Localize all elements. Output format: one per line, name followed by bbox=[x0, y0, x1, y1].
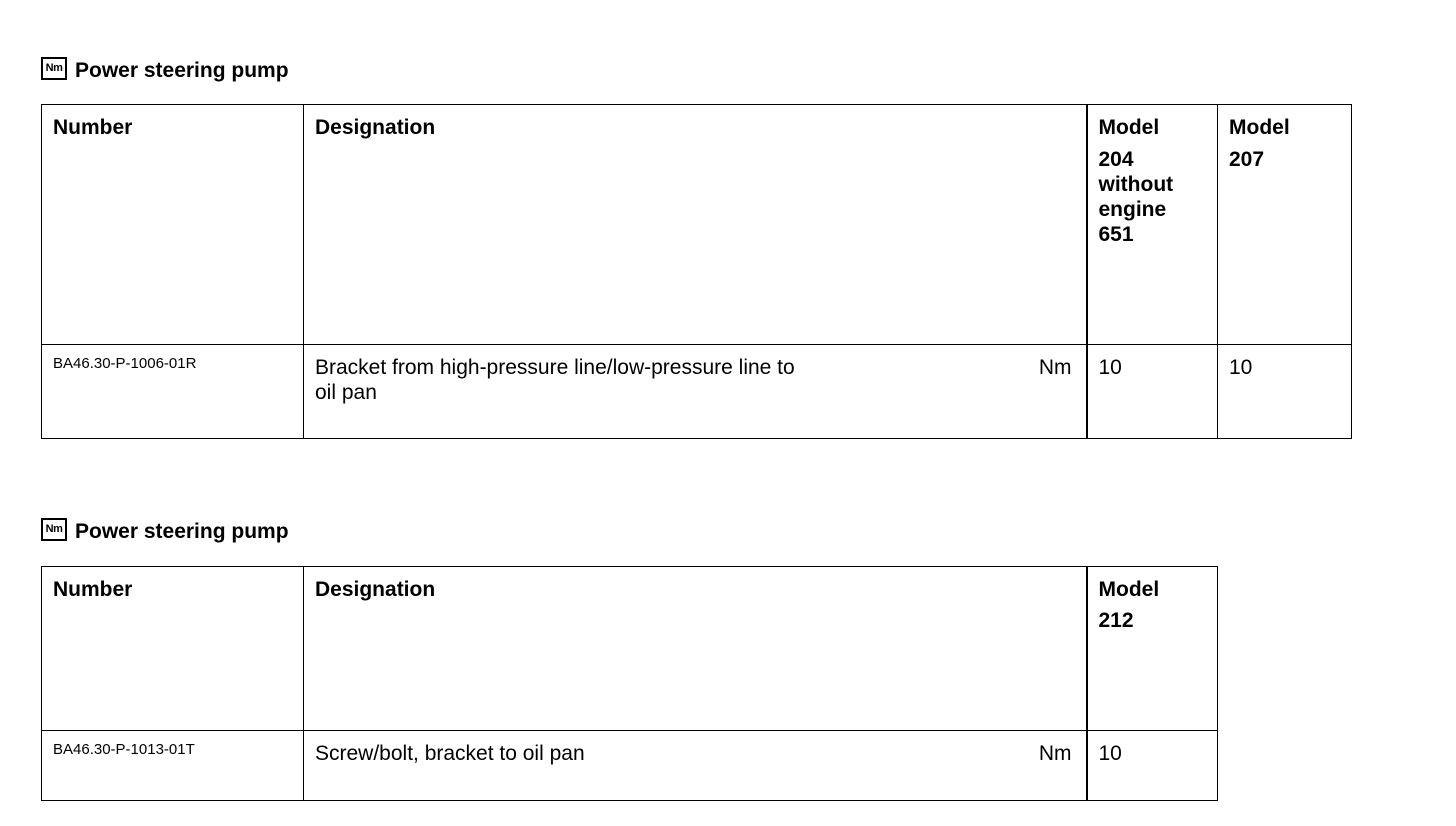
header-designation: Designation bbox=[304, 567, 1087, 731]
row-designation-cell bbox=[304, 345, 1087, 439]
torque-table bbox=[41, 104, 1352, 439]
row-number: BA46.30-P-1013-01T bbox=[42, 731, 304, 801]
header-model-sub: 207 bbox=[1229, 148, 1265, 171]
section-title bbox=[41, 517, 1241, 545]
row-designation: Screw/bolt, bracket to oil pan bbox=[315, 742, 585, 765]
row-value: 10 bbox=[1087, 731, 1218, 801]
row-value: 10 bbox=[1087, 345, 1218, 439]
table-header-row bbox=[42, 105, 1352, 345]
torque-section-1 bbox=[41, 56, 1361, 404]
section-title bbox=[41, 56, 1361, 84]
nm-icon: Nm bbox=[41, 518, 67, 541]
section-title-text: Power steering pump bbox=[75, 520, 289, 543]
header-model bbox=[1087, 105, 1218, 345]
row-number: BA46.30-P-1006-01R bbox=[42, 345, 304, 439]
header-model-sub: 212 bbox=[1098, 609, 1134, 632]
row-designation: Bracket from high-pressure line/low-pressure line to oil pan bbox=[315, 356, 795, 404]
torque-section-2 bbox=[41, 517, 1241, 765]
header-model bbox=[1087, 567, 1218, 731]
header-model bbox=[1218, 105, 1352, 345]
torque-table bbox=[41, 566, 1218, 801]
row-unit: Nm bbox=[1038, 356, 1072, 379]
row-value: 10 bbox=[1218, 345, 1352, 439]
table-header-row bbox=[42, 567, 1218, 731]
header-model-sub: 204 without engine 651 bbox=[1098, 148, 1174, 246]
header-designation: Designation bbox=[304, 105, 1087, 345]
header-model-label: Model bbox=[1098, 116, 1160, 139]
header-number: Number bbox=[42, 567, 304, 731]
nm-icon: Nm bbox=[41, 57, 67, 80]
table-row bbox=[42, 731, 1218, 801]
header-model-label: Model bbox=[1098, 578, 1160, 601]
row-unit: Nm bbox=[1038, 742, 1072, 765]
section-title-text: Power steering pump bbox=[75, 59, 289, 82]
table-row bbox=[42, 345, 1352, 439]
header-model-label: Model bbox=[1229, 116, 1290, 139]
row-designation-cell bbox=[304, 731, 1087, 801]
header-number: Number bbox=[42, 105, 304, 345]
